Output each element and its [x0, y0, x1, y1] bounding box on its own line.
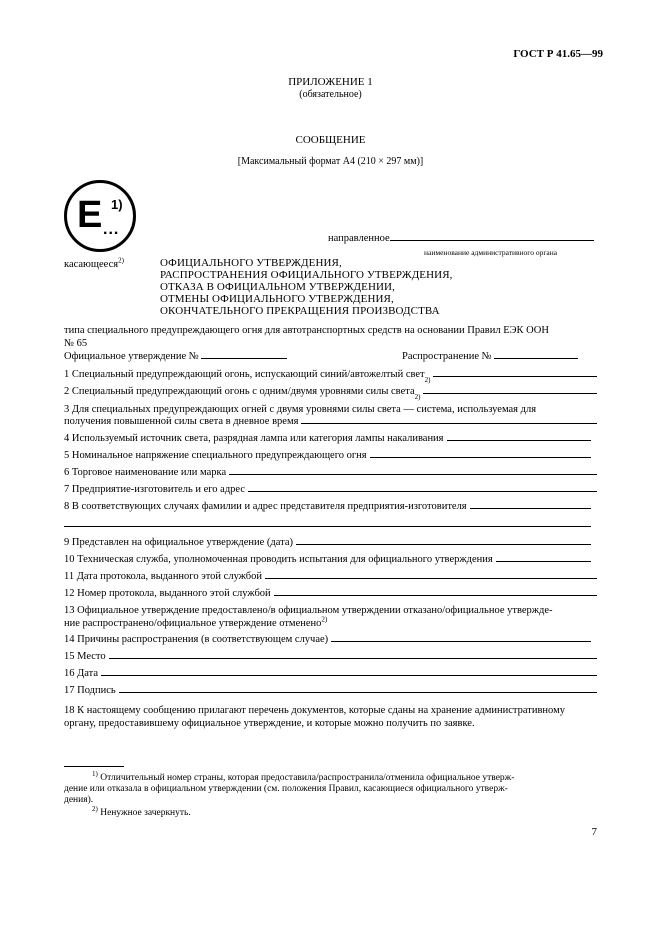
item-12-field[interactable]	[274, 595, 597, 596]
item-1-field[interactable]	[433, 376, 597, 377]
extension-number-field[interactable]	[494, 358, 578, 359]
item-14-label: 14 Причины распространения (в соответствующем случае)	[64, 634, 329, 645]
approval-number-field[interactable]	[201, 358, 287, 359]
item-13-footnote-ref: 2)	[321, 615, 328, 624]
concerning-footnote-ref: 2)	[118, 256, 124, 265]
item-17-row	[64, 685, 597, 696]
item-3-row	[64, 416, 597, 427]
item-3-field[interactable]	[301, 423, 597, 424]
item-18-line-1: 18 К настоящему сообщению прилагают перечень документов, которые сданы на хранение административному	[64, 705, 565, 716]
item-16-label: 16 Дата	[64, 668, 99, 679]
concerning-option-5: ОКОНЧАТЕЛЬНОГО ПРЕКРАЩЕНИЯ ПРОИЗВОДСТВА	[160, 305, 440, 317]
concerning-option-2: РАСПРОСТРАНЕНИЯ ОФИЦИАЛЬНОГО УТВЕРЖДЕНИЯ,	[160, 269, 453, 281]
footnote-2-text: Ненужное зачеркнуть.	[100, 808, 191, 818]
sent-by-row	[328, 233, 594, 244]
footnote-1-text: Отличительный номер страны, которая предоставила/распространила/отменила официальное утверж-	[100, 773, 515, 783]
item-4-label: 4 Используемый источник света, разрядная лампа или категория лампы накаливания	[64, 433, 444, 444]
item-14-field[interactable]	[331, 641, 591, 642]
item-3-line-1: 3 Для специальных предупреждающих огней с двумя уровнями силы света — система, используемая для	[64, 404, 537, 415]
extension-number-row	[402, 351, 578, 362]
message-title: СООБЩЕНИЕ	[295, 134, 366, 146]
sent-by-label: направленное	[328, 233, 390, 244]
item-9-field[interactable]	[296, 544, 591, 545]
item-17-field[interactable]	[119, 692, 597, 693]
item-18-line-2: органу, предоставившему официальное утверждение, и которые можно получить по заявке.	[64, 718, 475, 729]
item-13-line-1: 13 Официальное утверждение предоставлено/в официальном утверждении отказано/официальное утвержде-	[64, 605, 553, 616]
item-8-row	[64, 501, 591, 512]
concerning-option-3: ОТКАЗА В ОФИЦИАЛЬНОМ УТВЕРЖДЕНИИ,	[160, 281, 395, 293]
item-13-line-2-row	[64, 617, 597, 630]
item-2-label: 2 Специальный предупреждающий огонь с одним/двумя уровнями силы света	[64, 386, 415, 397]
item-8-field[interactable]	[470, 508, 591, 509]
extension-number-label: Распространение №	[402, 351, 492, 362]
item-15-field[interactable]	[109, 658, 597, 659]
item-7-field[interactable]	[248, 491, 597, 492]
concerning-label-row	[64, 256, 124, 270]
item-9-row	[64, 537, 591, 548]
item-17-label: 17 Подпись	[64, 685, 116, 696]
sent-by-caption: наименование административного органа	[424, 248, 558, 257]
footnote-2-marker: 2)	[92, 804, 98, 813]
concerning-label: касающееся	[64, 259, 119, 270]
item-6-row	[64, 467, 597, 478]
sent-by-field[interactable]	[390, 240, 594, 241]
logo-dots: ...	[103, 221, 120, 238]
item-14-row	[64, 634, 591, 645]
subject-line-1: типа специального предупреждающего огня для автотранспортных средств на основании Правил ЕЭК ООН	[64, 325, 549, 336]
item-12-label: 12 Номер протокола, выданного этой службой	[64, 588, 271, 599]
footnote-1-marker: 1)	[92, 769, 98, 778]
item-7-row	[64, 484, 597, 495]
page-number: 7	[591, 826, 597, 838]
item-1-label: 1 Специальный предупреждающий огонь, испускающий синий/автожелтый свет	[64, 369, 425, 380]
appendix-subtitle: (обязательное)	[299, 89, 362, 100]
subject-line-2: № 65	[64, 338, 88, 349]
footnote-1-line-2: дение или отказала в официальном утверждении (см. положения Правил, касающиеся официального утверж-	[64, 784, 508, 794]
item-5-row	[64, 450, 591, 461]
item-4-row	[64, 433, 591, 444]
item-2-row: 2 Специальный предупреждающий огонь с одним/двумя уровнями силы света 2)	[64, 386, 597, 397]
item-1-row: 1 Специальный предупреждающий огонь, испускающий синий/автожелтый свет 2)	[64, 369, 597, 380]
item-8-label: 8 В соответствующих случаях фамилии и адрес представителя предприятия-изготовителя	[64, 501, 467, 512]
item-2-field[interactable]	[423, 393, 597, 394]
item-16-row	[64, 668, 597, 679]
item-4-field[interactable]	[447, 440, 591, 441]
item-6-label: 6 Торговое наименование или марка	[64, 467, 227, 478]
item-11-label: 11 Дата протокола, выданного этой службой	[64, 571, 263, 582]
concerning-option-4: ОТМЕНЫ ОФИЦИАЛЬНОГО УТВЕРЖДЕНИЯ,	[160, 293, 394, 305]
logo-letter: E	[77, 194, 103, 236]
appendix-title: ПРИЛОЖЕНИЕ 1	[288, 76, 373, 88]
item-5-field[interactable]	[370, 457, 591, 458]
footnote-divider	[64, 766, 124, 767]
approval-number-row	[64, 351, 287, 362]
item-12-row	[64, 588, 597, 599]
item-5-label: 5 Номинальное напряжение специального предупреждающего огня	[64, 450, 367, 461]
logo-superscript: 1)	[111, 197, 123, 212]
e-approval-mark-logo	[64, 180, 136, 252]
item-10-row	[64, 554, 591, 565]
item-15-row	[64, 651, 597, 662]
format-note: [Максимальный формат А4 (210 × 297 мм)]	[237, 156, 424, 167]
item-9-label: 9 Представлен на официальное утверждение (дата)	[64, 537, 293, 548]
item-10-field[interactable]	[496, 561, 591, 562]
item-7-label: 7 Предприятие-изготовитель и его адрес	[64, 484, 246, 495]
footnote-1-line-1	[64, 769, 597, 784]
item-11-field[interactable]	[265, 578, 597, 579]
footnote-1-line-3: дения).	[64, 795, 94, 805]
item-15-label: 15 Место	[64, 651, 106, 662]
document-code: ГОСТ Р 41.65—99	[513, 48, 603, 60]
item-11-row	[64, 571, 597, 582]
item-3-label: получения повышенной силы света в дневное время	[64, 416, 299, 427]
footnote-2-row	[64, 804, 597, 819]
concerning-option-1: ОФИЦИАЛЬНОГО УТВЕРЖДЕНИЯ,	[160, 257, 342, 269]
approval-number-label: Официальное утверждение №	[64, 351, 199, 362]
item-13-line-2: ние распространено/официальное утверждение отменено	[64, 618, 322, 629]
item-10-label: 10 Техническая служба, уполномоченная проводить испытания для официального утверждения	[64, 554, 493, 565]
item-16-field[interactable]	[101, 675, 597, 676]
item-8-continuation-field[interactable]	[64, 526, 591, 527]
item-6-field[interactable]	[229, 474, 597, 475]
